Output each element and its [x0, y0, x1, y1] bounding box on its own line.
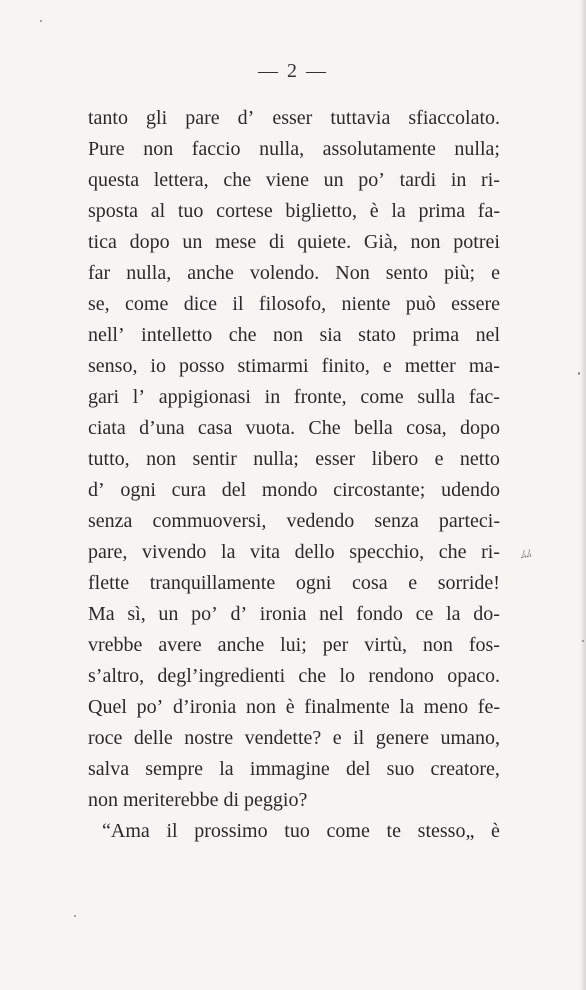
- word: anche: [187, 262, 234, 284]
- word: vrebbe: [88, 634, 143, 656]
- word: sì,: [127, 603, 146, 625]
- word: vita: [250, 541, 281, 563]
- word: d’ironia: [172, 696, 237, 718]
- word: sentir: [192, 448, 237, 470]
- word: suo: [386, 758, 415, 780]
- word: che: [298, 665, 327, 687]
- word: “Ama: [102, 820, 150, 842]
- word: mondo: [261, 479, 318, 501]
- text-line: [88, 537, 500, 568]
- word: d’: [230, 603, 248, 625]
- word: fos-: [468, 634, 500, 656]
- word: sia: [319, 324, 342, 346]
- word: questa: [88, 169, 140, 191]
- word: tardi: [399, 169, 437, 191]
- word: essere: [451, 293, 500, 315]
- word: intelletto: [141, 324, 213, 346]
- text-line: [88, 475, 500, 506]
- text-line: [88, 134, 500, 165]
- word: ogni: [120, 479, 156, 501]
- word: il: [232, 293, 244, 315]
- word: stato: [358, 324, 396, 346]
- text-line: [88, 692, 500, 723]
- word: finalmente: [304, 696, 390, 718]
- word: tuo: [177, 200, 204, 222]
- word: non: [410, 231, 441, 253]
- word: nulla,: [126, 262, 172, 284]
- paper-speck: [578, 372, 580, 375]
- word: po’: [191, 603, 218, 625]
- paper-speck: [582, 640, 584, 642]
- word: stimarmi: [237, 355, 309, 377]
- word: senza: [88, 510, 133, 532]
- word: dopo: [459, 417, 500, 439]
- word: quiete.: [297, 231, 352, 253]
- word: del: [221, 479, 247, 501]
- word: prossimo: [194, 820, 268, 842]
- word: fa-: [477, 200, 500, 222]
- word: do-: [473, 603, 500, 625]
- word: ogni: [295, 572, 332, 594]
- word: netto: [459, 448, 500, 470]
- word: commuoversi,: [152, 510, 267, 532]
- word: non: [272, 324, 303, 346]
- word: che: [223, 169, 252, 191]
- word: nulla,: [259, 138, 305, 160]
- word: non: [422, 634, 453, 656]
- word: tuo: [284, 820, 310, 842]
- word: ri-: [481, 541, 500, 563]
- word: nell’: [88, 324, 125, 346]
- word: degl’ingredienti: [157, 665, 286, 687]
- word: senso,: [88, 355, 138, 377]
- word: delle: [133, 727, 173, 749]
- word: ciata: [88, 417, 126, 439]
- word: e: [491, 262, 500, 284]
- word: circostante;: [333, 479, 426, 501]
- text-line: [88, 196, 500, 227]
- word: che: [228, 324, 257, 346]
- word: libero: [371, 448, 419, 470]
- word: opaco.: [447, 665, 500, 687]
- word: il: [353, 727, 365, 749]
- word: cortese: [216, 200, 273, 222]
- word: per: [322, 634, 349, 656]
- word: un: [182, 231, 203, 253]
- word: tranquillamente: [149, 572, 276, 594]
- body-text: [88, 103, 500, 847]
- word: ma-: [468, 355, 500, 377]
- word: la: [446, 603, 461, 625]
- word: prima: [412, 324, 460, 346]
- text-line: [88, 289, 500, 320]
- word: Pure: [88, 138, 125, 160]
- word: gari: [88, 386, 120, 408]
- text-line: [88, 599, 500, 630]
- word: fondo: [356, 603, 403, 625]
- word: fe-: [477, 696, 500, 718]
- word: sento: [385, 262, 428, 284]
- word: e: [408, 572, 418, 594]
- word: io: [150, 355, 166, 377]
- word: nostre: [184, 727, 234, 749]
- paper-speck: [74, 915, 76, 917]
- text-line: [88, 568, 500, 599]
- word: specchio,: [349, 541, 425, 563]
- word: nulla;: [454, 138, 500, 160]
- word: ironia: [259, 603, 307, 625]
- text-line: [88, 258, 500, 289]
- word: tutto,: [88, 448, 130, 470]
- text-line: [88, 444, 500, 475]
- word: è: [369, 200, 379, 222]
- word: parteci-: [438, 510, 500, 532]
- word: in: [264, 386, 281, 408]
- word: posso: [178, 355, 225, 377]
- word: Già,: [363, 231, 398, 253]
- word: vivendo: [142, 541, 207, 563]
- word: metter: [404, 355, 456, 377]
- word: al: [150, 200, 166, 222]
- word: e: [434, 448, 444, 470]
- word: vendette?: [244, 727, 322, 749]
- word: sorride!: [437, 572, 500, 594]
- word: Che: [308, 417, 341, 439]
- word: vuota.: [245, 417, 296, 439]
- word: meno: [423, 696, 469, 718]
- text-line: [88, 506, 500, 537]
- word: non meriterebbe di peggio?: [88, 789, 308, 811]
- page-number: — 2 —: [258, 60, 328, 82]
- word: virtù,: [364, 634, 407, 656]
- word: assolutamente: [322, 138, 436, 160]
- word: niente: [341, 293, 391, 315]
- word: viene: [265, 169, 310, 191]
- word: dice: [183, 293, 218, 315]
- word: casa: [197, 417, 233, 439]
- word: del: [345, 758, 371, 780]
- word: sulla: [417, 386, 456, 408]
- word: prima: [418, 200, 466, 222]
- word: dopo: [129, 231, 170, 253]
- word: la: [219, 758, 234, 780]
- word: roce: [88, 727, 123, 749]
- word: Ma: [88, 603, 115, 625]
- word: in: [450, 169, 467, 191]
- word: può: [405, 293, 436, 315]
- text-line: [88, 227, 500, 258]
- text-line-paragraph-start: [88, 816, 500, 847]
- word: lui;: [280, 634, 307, 656]
- word: tuttavia: [330, 107, 391, 129]
- word: pare,: [88, 541, 128, 563]
- word: l’: [132, 386, 146, 408]
- word: esser: [272, 107, 313, 129]
- word: come: [125, 293, 169, 315]
- word: umano,: [440, 727, 500, 749]
- word: non: [146, 448, 177, 470]
- text-line-paragraph-end: [88, 785, 500, 816]
- margin-mark: ﾑﾑ: [519, 548, 532, 562]
- word: avere: [158, 634, 202, 656]
- paper-speck: [40, 20, 42, 22]
- word: come: [360, 386, 404, 408]
- word: e: [382, 355, 392, 377]
- word: senza: [374, 510, 419, 532]
- word: la: [221, 541, 236, 563]
- word: gli: [146, 107, 168, 129]
- word: più;: [443, 262, 476, 284]
- word: fronte,: [293, 386, 347, 408]
- word: lo: [339, 665, 356, 687]
- word: udendo: [441, 479, 500, 501]
- word: filosofo,: [258, 293, 327, 315]
- word: sfiaccolato.: [408, 107, 500, 129]
- text-line: [88, 165, 500, 196]
- word: fac-: [468, 386, 500, 408]
- word: nel: [475, 324, 500, 346]
- word: appigionasi: [158, 386, 251, 408]
- word: bella: [353, 417, 393, 439]
- word: anche: [217, 634, 265, 656]
- text-line: [88, 630, 500, 661]
- word: un: [158, 603, 179, 625]
- word: biglietto,: [285, 200, 358, 222]
- word: cosa,: [406, 417, 447, 439]
- word: flette: [88, 572, 130, 594]
- word: pare: [185, 107, 220, 129]
- word: salva: [88, 758, 130, 780]
- word: Quel: [88, 696, 127, 718]
- word: ri-: [481, 169, 500, 191]
- word: volendo.: [249, 262, 320, 284]
- word: s’altro,: [88, 665, 145, 687]
- word: dello: [294, 541, 335, 563]
- word: d’: [88, 479, 105, 501]
- word: faccio: [191, 138, 241, 160]
- word: esser: [315, 448, 356, 470]
- word: tica: [88, 231, 117, 253]
- word: vedendo: [286, 510, 355, 532]
- word: far: [88, 262, 111, 284]
- word: potrei: [453, 231, 500, 253]
- word: sempre: [145, 758, 204, 780]
- word: e: [332, 727, 342, 749]
- word: creatore,: [430, 758, 500, 780]
- text-line: [88, 351, 500, 382]
- word: non: [143, 138, 174, 160]
- word: Non: [335, 262, 370, 284]
- text-line: [88, 661, 500, 692]
- word: è: [285, 696, 295, 718]
- page-edge-shadow: [580, 0, 586, 990]
- word: d’una: [139, 417, 185, 439]
- word: se,: [88, 293, 110, 315]
- text-line: [88, 103, 500, 134]
- word: cura: [171, 479, 207, 501]
- word: genere: [375, 727, 430, 749]
- word: è: [491, 820, 500, 842]
- text-line: [88, 382, 500, 413]
- word: ce: [415, 603, 434, 625]
- word: tanto: [88, 107, 128, 129]
- word: cosa: [352, 572, 388, 594]
- word: nulla;: [253, 448, 299, 470]
- text-line: [88, 320, 500, 351]
- text-line: [88, 413, 500, 444]
- word: stesso„: [417, 820, 475, 842]
- word: po’: [358, 169, 385, 191]
- word: che: [438, 541, 467, 563]
- word: di: [268, 231, 285, 253]
- word: sposta: [88, 200, 138, 222]
- text-line: [88, 723, 500, 754]
- text-line: [88, 754, 500, 785]
- word: lettera,: [153, 169, 209, 191]
- word: il: [166, 820, 178, 842]
- word: non: [245, 696, 276, 718]
- word: come: [326, 820, 370, 842]
- word: rendono: [368, 665, 434, 687]
- word: mese: [215, 231, 257, 253]
- word: la: [391, 200, 406, 222]
- word: immagine: [249, 758, 330, 780]
- word: finito,: [321, 355, 370, 377]
- word: te: [386, 820, 401, 842]
- word: nel: [319, 603, 344, 625]
- word: la: [399, 696, 414, 718]
- word: d’: [237, 107, 255, 129]
- word: po’: [136, 696, 164, 718]
- word: un: [323, 169, 344, 191]
